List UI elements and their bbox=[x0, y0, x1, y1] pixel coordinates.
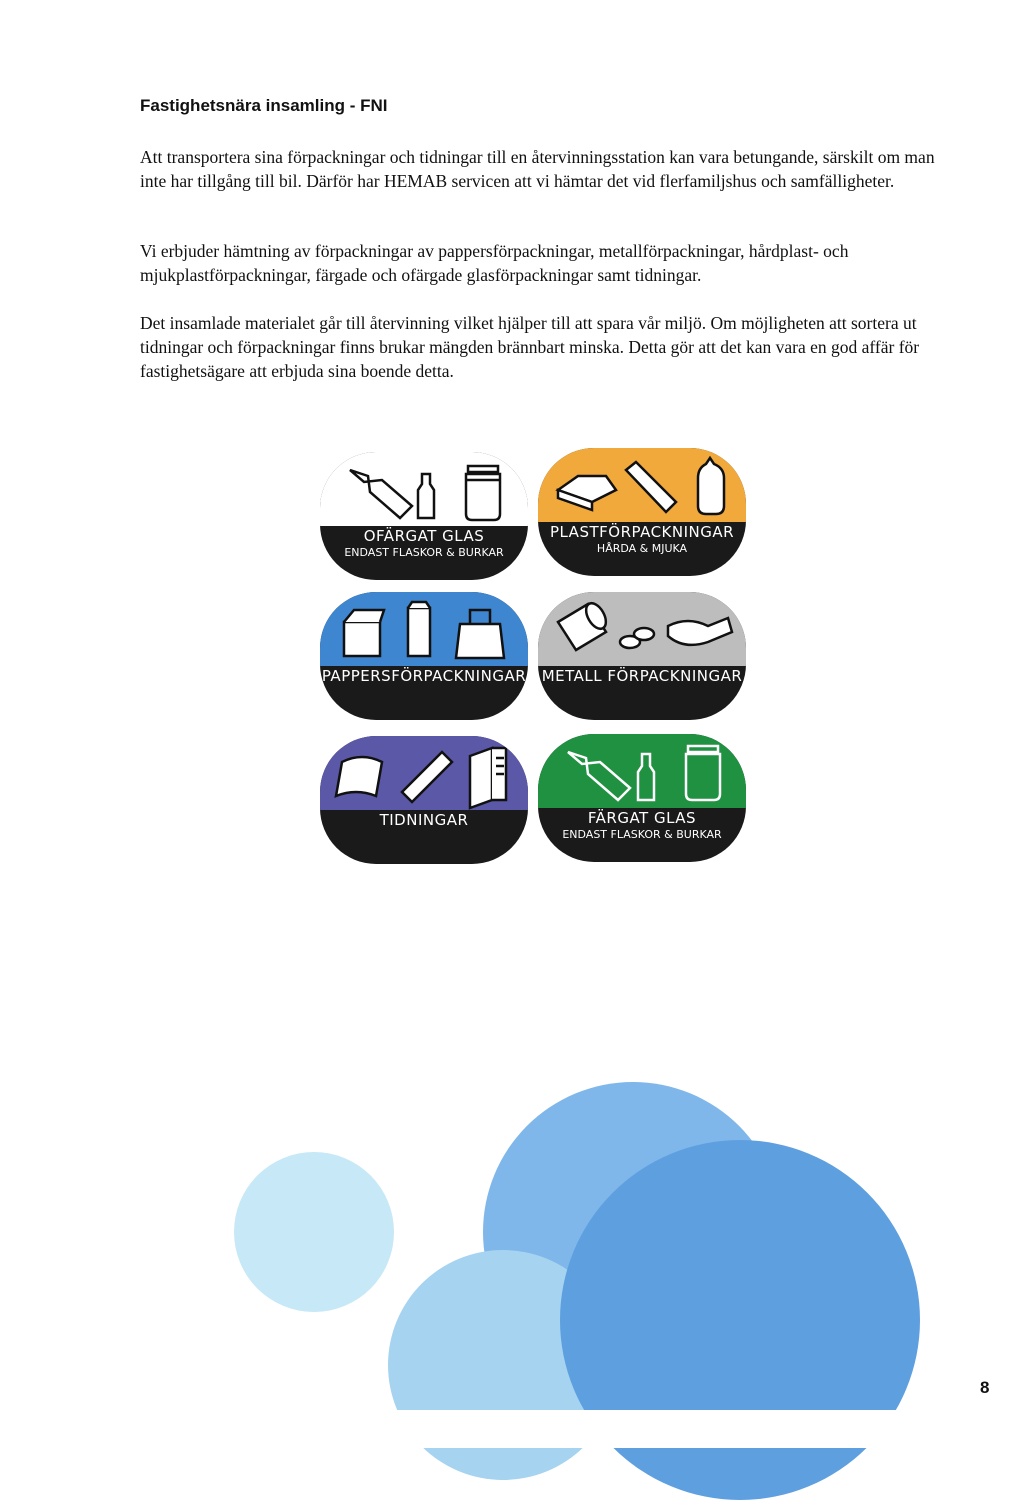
sign-plastforpackningar-label: PLASTFÖRPACKNINGAR bbox=[549, 523, 735, 541]
sign-metall-forpackningar-band bbox=[538, 592, 746, 666]
sign-fargat-glas-label: FÄRGAT GLAS bbox=[587, 809, 697, 827]
sign-ofargat-glas bbox=[320, 452, 528, 580]
sign-fargat-glas bbox=[538, 734, 746, 862]
sign-metall-forpackningar bbox=[538, 592, 746, 720]
glass-bottles-icon bbox=[320, 452, 528, 526]
sign-plastforpackningar-sublabel: HÅRDA & MJUKA bbox=[596, 541, 688, 555]
sign-pappersforpackningar bbox=[320, 592, 528, 720]
sign-metall-forpackningar-label: METALL FÖRPACKNINGAR bbox=[541, 667, 743, 685]
sign-fargat-glas-band bbox=[538, 734, 746, 808]
page-heading: Fastighetsnära insamling - FNI bbox=[140, 96, 388, 115]
sign-ofargat-glas-band bbox=[320, 452, 528, 526]
sign-ofargat-glas-sublabel: ENDAST FLASKOR & BURKAR bbox=[344, 545, 504, 559]
sign-tidningar-band bbox=[320, 736, 528, 810]
sign-pappersforpackningar-label: PAPPERSFÖRPACKNINGAR bbox=[321, 667, 527, 685]
paper-packaging-icon bbox=[320, 592, 528, 666]
newspapers-icon bbox=[320, 736, 528, 810]
sign-ofargat-glas-label: OFÄRGAT GLAS bbox=[363, 527, 485, 545]
paragraph-materials: Vi erbjuder hämtning av förpackningar av pappersförpackningar, metallförpackningar, hårdplast- och mjukplastförpackningar, färgade och ofärgade glasförpackningar samt tidningar. bbox=[140, 241, 849, 285]
sign-fargat-glas-sublabel: ENDAST FLASKOR & BURKAR bbox=[562, 827, 722, 841]
colored-glass-icon bbox=[538, 734, 746, 808]
sign-plastforpackningar bbox=[538, 448, 746, 576]
decor-bottom-cut bbox=[0, 1410, 1024, 1448]
sign-tidningar bbox=[320, 736, 528, 864]
sign-pappersforpackningar-band bbox=[320, 592, 528, 666]
decor-circle-small bbox=[234, 1152, 394, 1312]
page-number: 8 bbox=[980, 1378, 990, 1397]
metal-packaging-icon bbox=[538, 592, 746, 666]
paragraph-benefits: Det insamlade materialet går till återvinning vilket hjälper till att spara vår miljö. Om möjligheten att sortera ut tidningar och förpackningar finns brukar mängden brännbart minska. Detta gör att det kan vara en god affär för fastighetsägare att erbjuda sina boende detta. bbox=[140, 313, 920, 381]
plastic-packaging-icon bbox=[538, 448, 746, 522]
paragraph-intro: Att transportera sina förpackningar och tidningar till en återvinningsstation kan vara betungande, särskilt om man inte har tillgång till bil. Därför har HEMAB servicen att vi hämtar det vid flerfamiljshus och samfälligheter. bbox=[140, 147, 935, 191]
sign-plastforpackningar-band bbox=[538, 448, 746, 522]
sign-tidningar-label: TIDNINGAR bbox=[379, 811, 469, 829]
